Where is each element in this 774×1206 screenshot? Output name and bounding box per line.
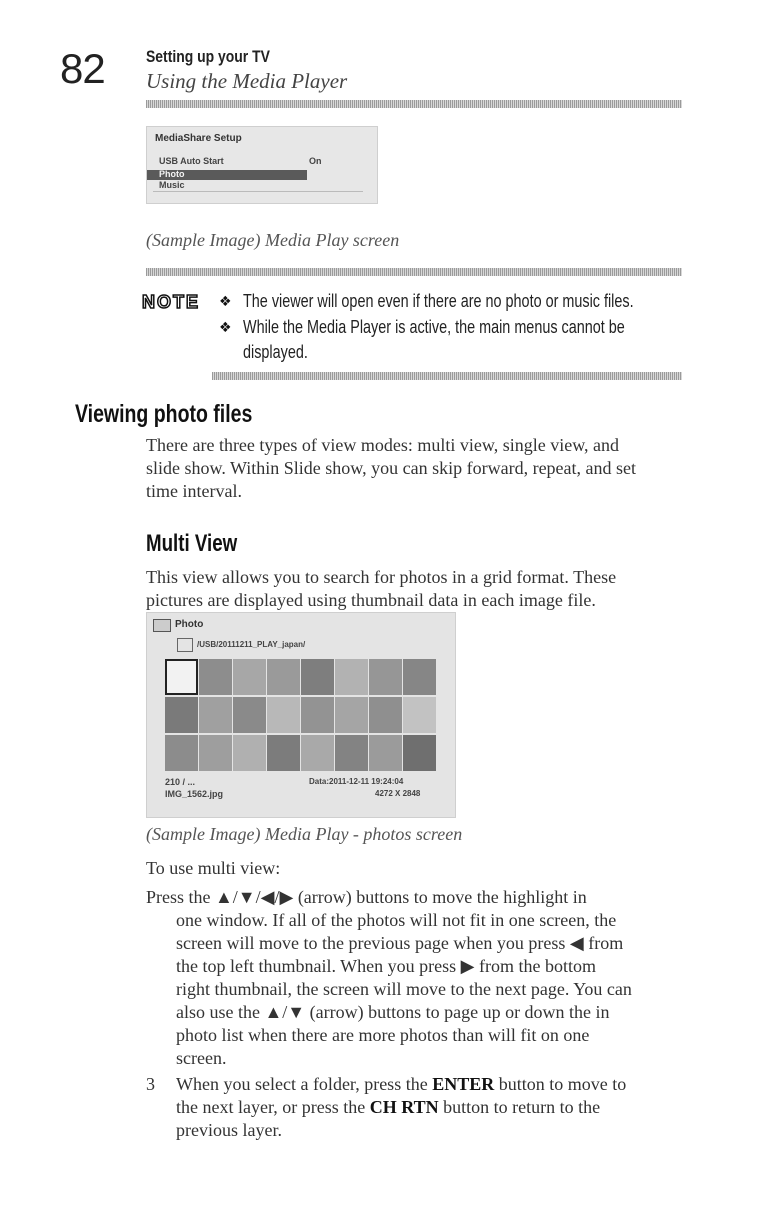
note-bottom-rule xyxy=(212,372,682,380)
step-line: screen will move to the previous page when you press ◀ from xyxy=(176,933,624,953)
note-top-rule xyxy=(146,268,682,276)
menu-row-label: USB Auto Start xyxy=(159,156,224,166)
thumbnail[interactable] xyxy=(369,697,402,733)
step-text: button to move to xyxy=(494,1074,627,1094)
step-text: button to return to the xyxy=(438,1097,601,1117)
thumbnail[interactable] xyxy=(335,735,368,771)
paragraph-line: slide show. Within Slide show, you can skip forward, repeat, and set xyxy=(146,458,637,478)
paragraph-line: This view allows you to search for photos in a grid format. These xyxy=(146,567,617,587)
thumbnail[interactable] xyxy=(403,659,436,695)
thumbnail[interactable] xyxy=(301,697,334,733)
note-label: NOTE xyxy=(142,292,201,312)
photo-caption: (Sample Image) Media Play - photos screen xyxy=(146,824,463,844)
note-item-continued: displayed. xyxy=(243,342,308,362)
subsection-intro xyxy=(146,566,616,612)
step-text: When you select a folder, press the xyxy=(176,1074,433,1094)
thumbnail[interactable] xyxy=(369,735,402,771)
step-line: photo list when there are more photos than will fit on one xyxy=(176,1025,590,1045)
thumbnail[interactable] xyxy=(233,735,266,771)
step-text: previous layer. xyxy=(176,1120,282,1140)
step-line: also use the ▲/▼ (arrow) buttons to page up or down the in xyxy=(176,1002,610,1022)
section-title: Using the Media Player xyxy=(146,69,348,93)
thumbnail[interactable] xyxy=(301,735,334,771)
photo-resolution: 4272 X 2848 xyxy=(375,789,421,798)
thumbnail[interactable] xyxy=(335,659,368,695)
photo-title: Photo xyxy=(175,619,204,630)
photo-screenshot xyxy=(146,612,456,818)
thumbnail[interactable] xyxy=(199,735,232,771)
chrtn-button-name: CH RTN xyxy=(369,1097,439,1117)
mediashare-screenshot xyxy=(146,126,378,204)
thumbnail[interactable] xyxy=(267,659,300,695)
step-number: 3 xyxy=(146,1074,155,1094)
thumbnail[interactable] xyxy=(233,697,266,733)
step-line: right thumbnail, the screen will move to the next page. You can xyxy=(176,979,632,999)
menu-row-label: Music xyxy=(159,180,185,190)
thumbnail[interactable] xyxy=(165,735,198,771)
page-number: 82 xyxy=(60,45,105,92)
chapter-title: Setting up your TV xyxy=(146,47,270,66)
section-intro xyxy=(146,434,636,503)
thumbnail[interactable] xyxy=(301,659,334,695)
header-rule xyxy=(146,100,682,108)
thumbnail[interactable] xyxy=(403,697,436,733)
thumbnail[interactable] xyxy=(199,697,232,733)
note-item: The viewer will open even if there are no photo or music files. xyxy=(243,291,634,311)
step-line: screen. xyxy=(176,1048,227,1068)
step-line: the top left thumbnail. When you press ▶ from the bottom xyxy=(176,956,596,976)
thumbnail-selected[interactable] xyxy=(165,659,198,695)
paragraph-line: There are three types of view modes: multi view, single view, and xyxy=(146,435,620,455)
thumbnail[interactable] xyxy=(369,659,402,695)
steps-lead: To use multi view: xyxy=(146,858,281,878)
enter-button-name: ENTER xyxy=(432,1074,495,1094)
photo-filename: IMG_1562.jpg xyxy=(165,789,224,799)
section-heading: Viewing photo files xyxy=(75,400,253,428)
diamond-bullet-icon: ❖ xyxy=(219,320,232,336)
step-line: Press the ▲/▼/◀/▶ (arrow) buttons to move the highlight in xyxy=(146,887,587,907)
thumbnail[interactable] xyxy=(403,735,436,771)
note-item: While the Media Player is active, the main menus cannot be xyxy=(243,317,625,337)
menu-row-value: On xyxy=(309,156,322,166)
photo-count: 210 / ... xyxy=(165,777,196,787)
step-2 xyxy=(146,886,686,1070)
subsection-heading: Multi View xyxy=(146,530,238,557)
step-text: the next layer, or press the xyxy=(176,1097,370,1117)
photo-date: Data:2011-12-11 19:24:04 xyxy=(309,777,404,786)
thumbnail[interactable] xyxy=(199,659,232,695)
thumbnail[interactable] xyxy=(165,697,198,733)
thumbnail[interactable] xyxy=(233,659,266,695)
thumbnail-grid xyxy=(165,659,437,771)
menu-row-label: Photo xyxy=(159,169,185,179)
menu-divider xyxy=(153,191,363,192)
paragraph-line: pictures are displayed using thumbnail data in each image file. xyxy=(146,590,596,610)
thumbnail[interactable] xyxy=(267,735,300,771)
folder-icon xyxy=(177,638,193,652)
step-3 xyxy=(146,1073,686,1142)
diamond-bullet-icon: ❖ xyxy=(219,294,232,310)
thumbnail[interactable] xyxy=(335,697,368,733)
photo-folder-icon xyxy=(153,619,171,632)
paragraph-line: time interval. xyxy=(146,481,242,501)
menu-caption: (Sample Image) Media Play screen xyxy=(146,230,400,250)
thumbnail[interactable] xyxy=(267,697,300,733)
step-line: one window. If all of the photos will not fit in one screen, the xyxy=(176,910,617,930)
menu-title: MediaShare Setup xyxy=(155,133,242,144)
photo-path: /USB/20111211_PLAY_japan/ xyxy=(197,640,306,649)
